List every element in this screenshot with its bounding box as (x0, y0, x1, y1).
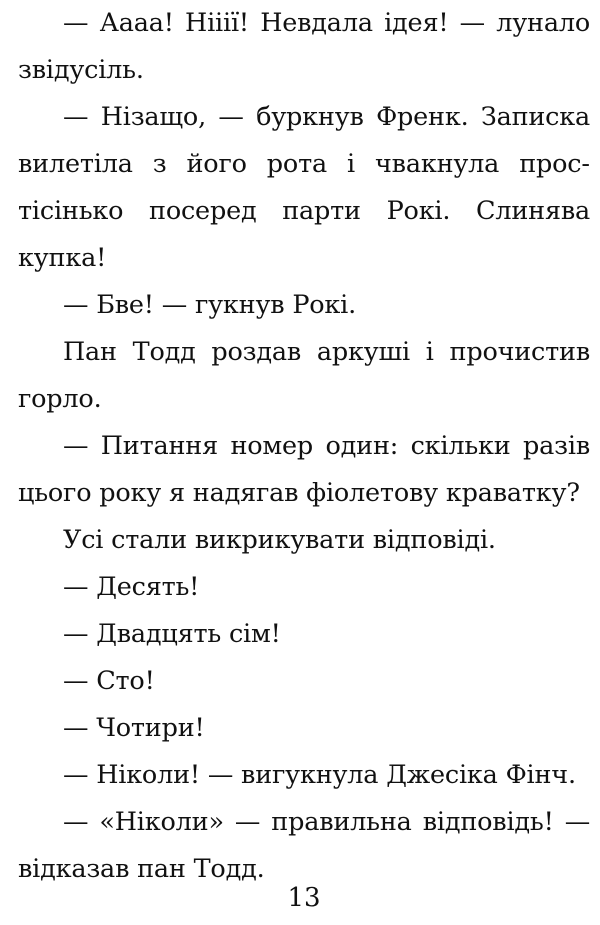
page-text (18, 0, 590, 893)
paragraph: — Десять! (63, 572, 200, 602)
paragraph: — Сто! (63, 666, 155, 696)
paragraph: — Аааа! Нііії! Невдала ідея! — лунало звідусіль. (18, 8, 590, 85)
paragraph: — Бве! — гукнув Рокі. (63, 290, 357, 320)
paragraph: Пан Тодд роздав аркуші і прочистив горло. (18, 337, 590, 414)
book-page (18, 0, 590, 925)
paragraph: — Ніколи! — вигукнула Джесіка Фінч. (63, 760, 576, 790)
paragraph: — Питання номер один: скільки разів цього року я надягав фіолетову краватку? (18, 431, 590, 508)
page-number: 13 (287, 883, 321, 913)
paragraph: — Чотири! (63, 713, 205, 743)
paragraph: Усі стали викрикувати відповіді. (63, 525, 496, 555)
paragraph: — «Ніколи» — правильна відповідь! — відказав пан Тодд. (18, 807, 590, 884)
paragraph: — Двадцять сім! (63, 619, 281, 649)
paragraph: — Нізащо, — буркнув Френк. Записка вилетіла з його рота і чвакнула простісінько посеред парти Рокі. Слинява купка! (18, 102, 590, 273)
